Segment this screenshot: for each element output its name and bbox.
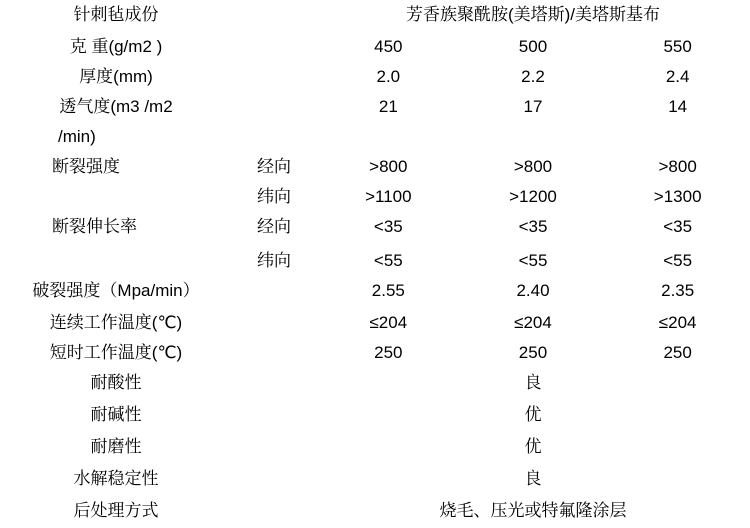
row-value: 2.40: [516, 281, 550, 300]
row-label: 破裂强度（Mpa/min）: [32, 281, 200, 300]
row-value: 2.55: [371, 281, 405, 300]
row-value: 14: [668, 97, 688, 116]
row-sub: 经向: [257, 157, 291, 176]
row-value: 2.4: [665, 67, 690, 86]
row-sub: 纬向: [257, 187, 291, 206]
row-sub: [232, 276, 316, 308]
row-value: 21: [378, 97, 398, 116]
row-value: <55: [518, 251, 548, 270]
row-merged-value: 优: [524, 405, 542, 424]
row-sub: [232, 496, 316, 528]
row-merged-value: 良: [524, 469, 542, 488]
row-value: 250: [518, 343, 548, 362]
row-value: >1300: [653, 187, 702, 206]
row-value: <35: [518, 217, 548, 236]
row-label: 后处理方式: [73, 501, 159, 520]
row-value: ≤204: [658, 313, 697, 332]
row-value: <55: [373, 251, 403, 270]
row-value: 2.0: [376, 67, 401, 86]
table-row: [0, 0, 750, 32]
table-row: [0, 212, 750, 246]
row-value: >800: [369, 157, 408, 176]
row-value: >800: [658, 157, 697, 176]
row-label: [0, 246, 232, 276]
table-row: [0, 368, 750, 400]
row-value: 2.35: [661, 281, 695, 300]
row-merged-value: 烧毛、压光或特氟隆涂层: [439, 501, 627, 520]
row-value: 450: [374, 37, 403, 56]
row-sub: 经向: [257, 217, 291, 236]
row-value: >1200: [509, 187, 557, 206]
row-value-empty: [316, 122, 461, 152]
table-row: [0, 182, 750, 212]
row-sub: [232, 432, 316, 464]
row-sub: [232, 338, 316, 368]
row-value-empty: [461, 122, 606, 152]
table-row: [0, 400, 750, 432]
row-value: ≤204: [369, 313, 408, 332]
row-label: 厚度(mm): [79, 67, 153, 86]
row-label: 短时工作温度(℃): [49, 343, 183, 362]
row-sub: [232, 32, 316, 62]
row-sub: [232, 400, 316, 432]
table-row: [0, 432, 750, 464]
row-label: 耐磨性: [90, 437, 142, 456]
row-label: 克 重(g/m2 ): [69, 37, 163, 56]
table-row: [0, 152, 750, 182]
table-row: [0, 246, 750, 276]
row-label: [0, 182, 232, 212]
row-sub: [232, 368, 316, 400]
row-value: >1100: [365, 187, 412, 206]
row-label: 耐碱性: [90, 405, 142, 424]
table-row: [0, 62, 750, 92]
table-row: [0, 92, 750, 122]
row-label: 水解稳定性: [73, 469, 159, 488]
table-row: [0, 496, 750, 528]
row-label-line2: /min): [58, 127, 96, 146]
row-value: 500: [518, 37, 548, 56]
row-label: 针刺毡成份: [73, 5, 159, 24]
row-value: >800: [513, 157, 553, 176]
table-row: [0, 276, 750, 308]
row-sub: [232, 308, 316, 338]
row-sub: [232, 464, 316, 496]
table-row-continuation: [0, 122, 750, 152]
row-value: <35: [663, 217, 693, 236]
row-merged-value: 优: [524, 437, 542, 456]
row-value-empty: [605, 122, 750, 152]
row-sub: [232, 62, 316, 92]
row-merged-value: 芳香族聚酰胺(美塔斯)/美塔斯基布: [405, 5, 661, 24]
row-merged-value: 良: [524, 373, 542, 392]
row-sub: [232, 92, 316, 122]
row-label: 连续工作温度(℃): [49, 313, 183, 332]
row-value: <35: [373, 217, 403, 236]
row-value: 250: [374, 343, 403, 362]
row-value: 550: [663, 37, 692, 56]
row-sub: [232, 0, 316, 32]
row-sub-empty: [232, 122, 316, 152]
table-row: [0, 464, 750, 496]
row-label: 断裂伸长率: [52, 217, 137, 236]
row-value: 250: [663, 343, 692, 362]
row-value: <55: [663, 251, 693, 270]
table-row: [0, 338, 750, 368]
row-label: 耐酸性: [90, 373, 142, 392]
row-value: 2.2: [521, 67, 545, 86]
row-label: 透气度(m3 /m2: [59, 97, 173, 116]
row-label: 断裂强度: [52, 157, 120, 176]
table-row: [0, 32, 750, 62]
row-sub: 纬向: [257, 251, 291, 270]
table-row: [0, 308, 750, 338]
row-value: ≤204: [514, 313, 552, 332]
row-value: 17: [523, 97, 543, 116]
